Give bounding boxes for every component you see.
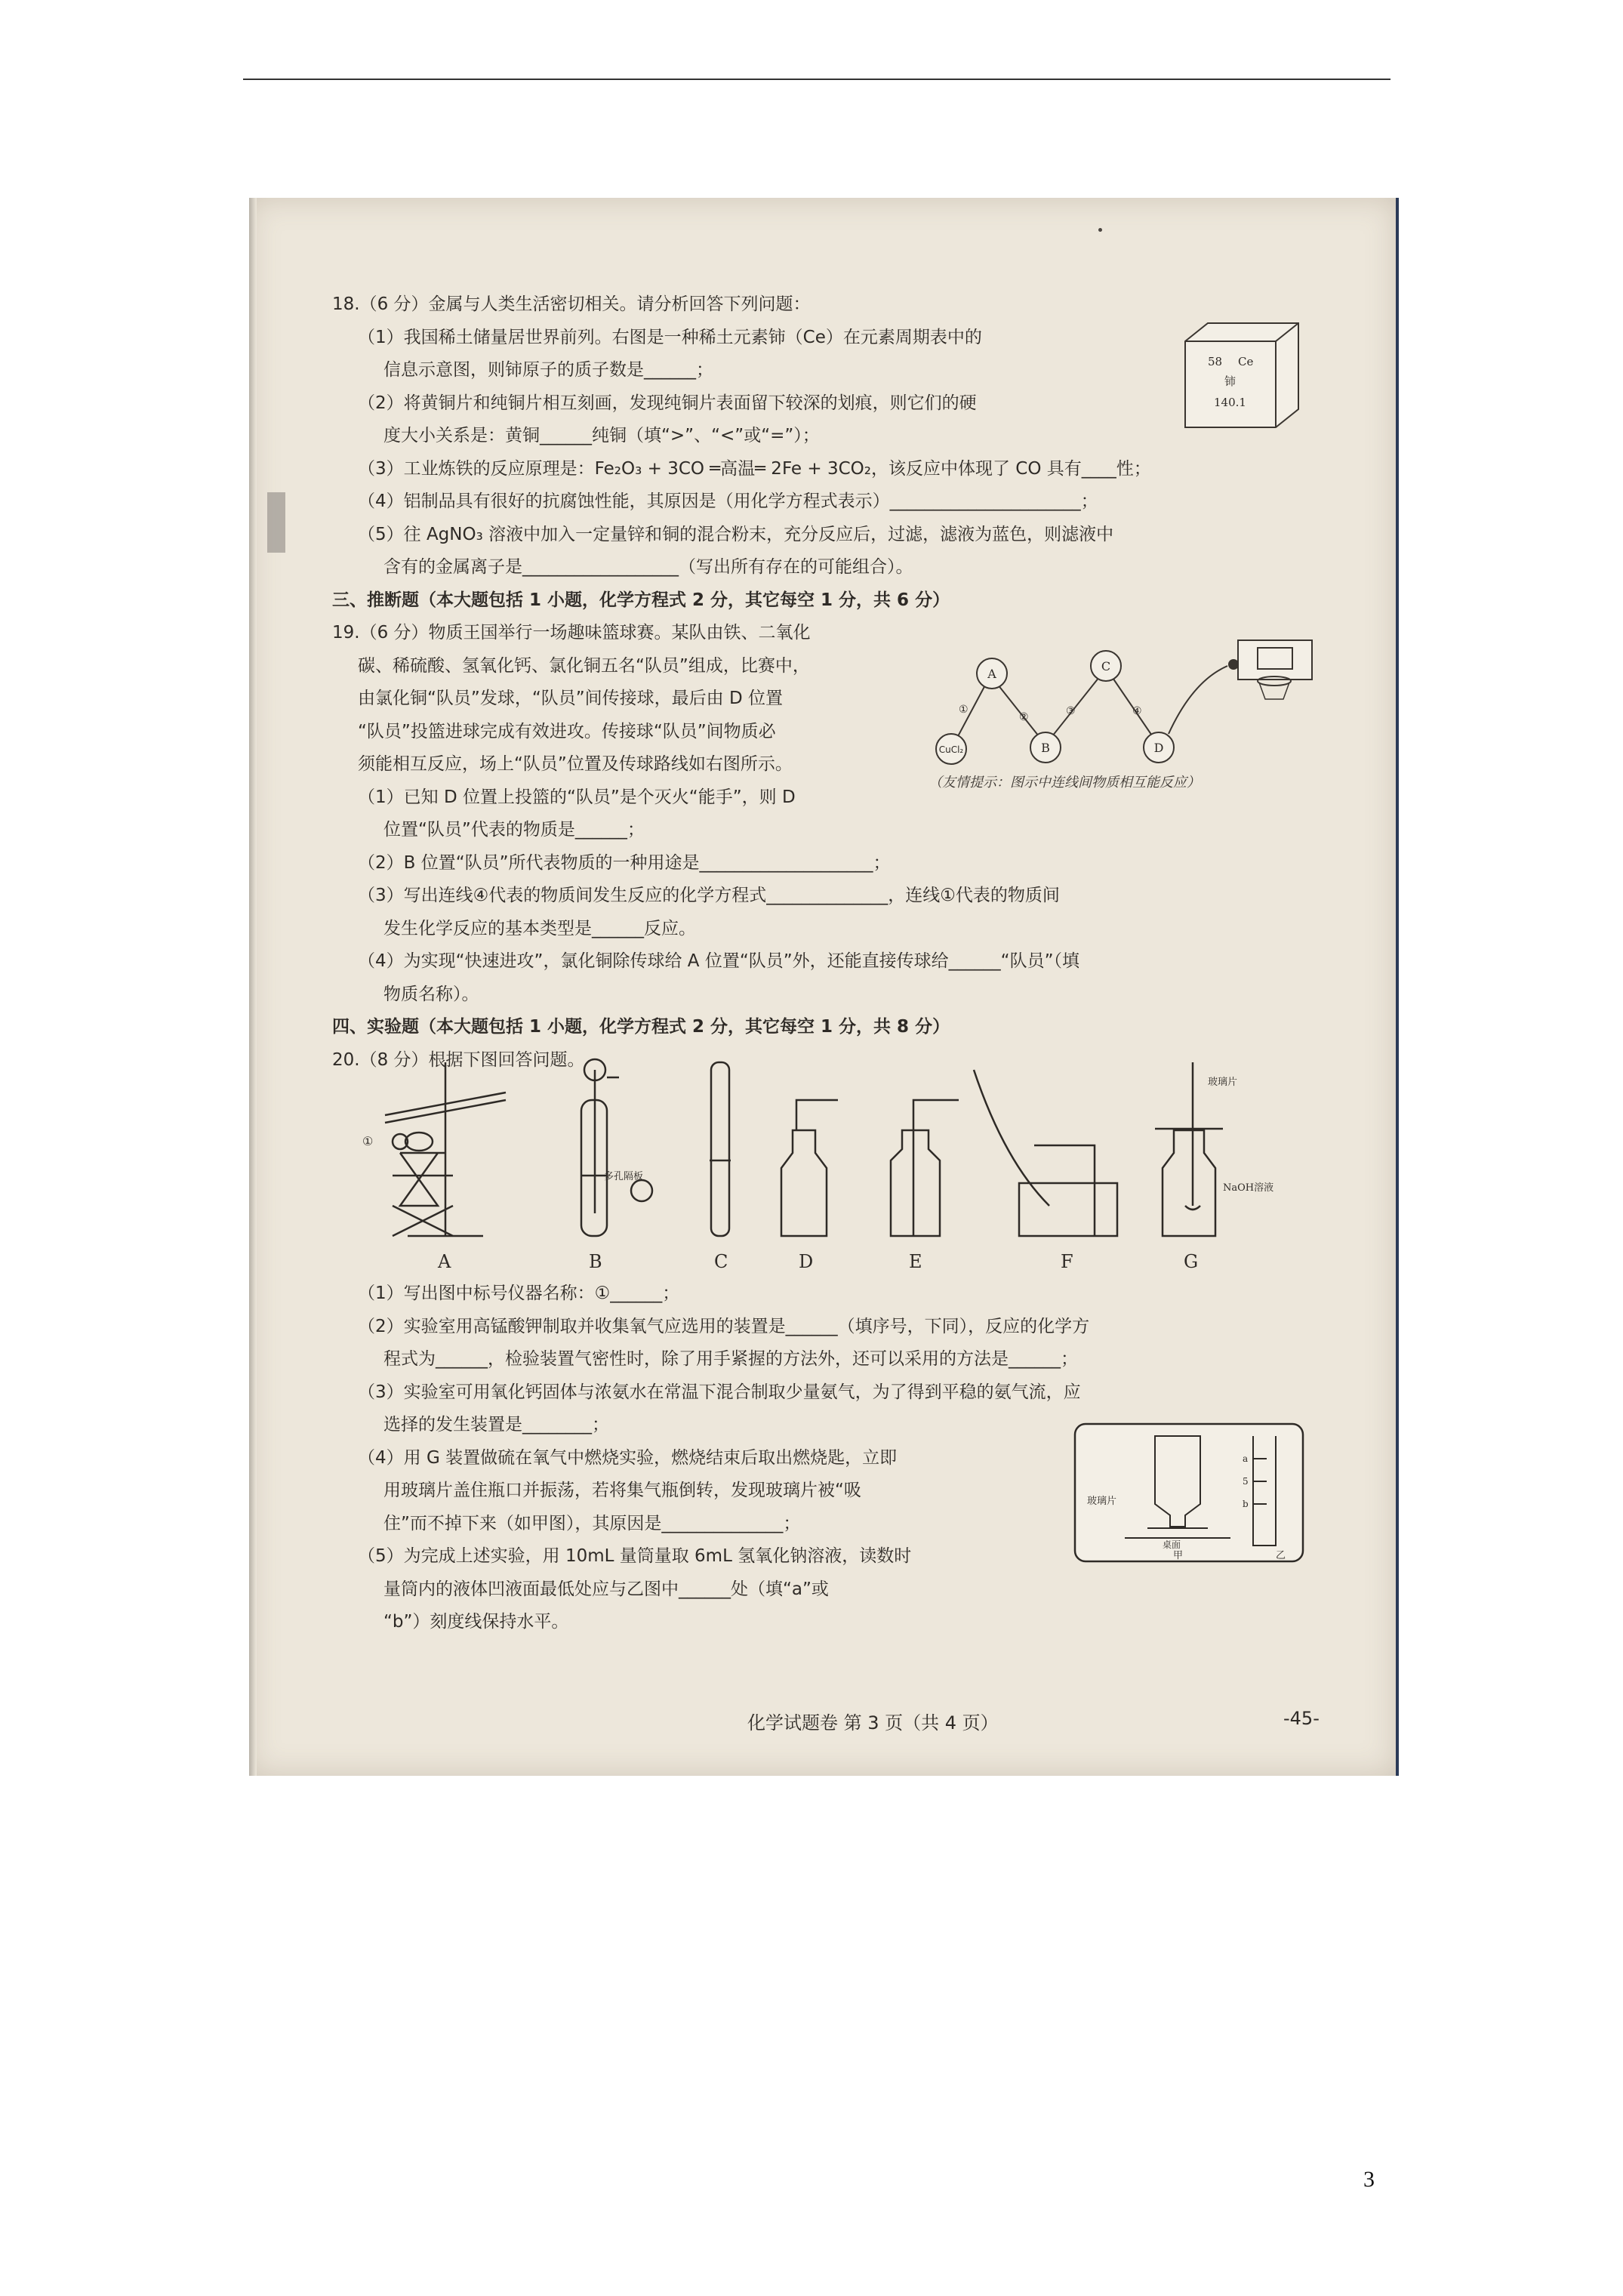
page-number: 3	[1363, 2167, 1375, 2192]
q18-part5-cont: 含有的金属离子是__________________（写出所有存在的可能组合）。	[383, 557, 913, 577]
scan-binding-mark	[267, 492, 285, 553]
element-symbol: Ce	[1238, 355, 1254, 368]
q20-part5-cont2: “b”）刻度线保持水平。	[383, 1612, 569, 1632]
q20-part5-cont: 量筒内的液体凹液面最低处应与乙图中______处（填“a”或	[383, 1579, 829, 1599]
apparatus-g-label: G	[1184, 1251, 1199, 1272]
link-2-label: ②	[1019, 711, 1029, 723]
q20-part4-cont2: 住”而不掉下来（如甲图），其原因是______________；	[383, 1513, 801, 1533]
q20-part2-cont: 程式为______，检验装置气密性时，除了用手紧握的方法外，还可以采用的方法是______；	[383, 1349, 1078, 1369]
inset-tick-5: 5	[1243, 1476, 1249, 1487]
link-3-label: ③	[1066, 705, 1076, 717]
node-d-label: D	[1153, 741, 1164, 755]
cerium-element-card	[1178, 319, 1306, 432]
q20-stem: 20.（8 分）根据下图回答问题。	[332, 1049, 585, 1070]
apparatus-f-label: F	[1061, 1251, 1073, 1272]
q19-stem-4: “队员”投篮进球完成有效进攻。传接球“队员”间物质必	[358, 721, 776, 741]
q19-stem-1: 19.（6 分）物质王国举行一场趣味篮球赛。某队由铁、二氧化	[332, 623, 811, 643]
exam-footer-title: 化学试题卷 第 3 页（共 4 页）	[747, 1712, 999, 1734]
q19-stem-3: 由氯化铜“队员”发球，“队员”间传接球，最后由 D 位置	[358, 689, 783, 708]
scanned-exam-page	[249, 198, 1397, 1776]
apparatus-c-label: C	[714, 1251, 728, 1272]
apparatus-d-label: D	[799, 1251, 814, 1272]
q18-part5: （5）往 AgNO₃ 溶液中加入一定量锌和铜的混合粉末，充分反应后，过滤，滤液为蓝色，则滤液中	[358, 524, 1114, 544]
q20-part5: （5）为完成上述实验，用 10mL 量筒量取 6mL 氢氧化钠溶液，读数时	[358, 1546, 912, 1566]
q19-part3: （3）写出连线④代表的物质间发生反应的化学方程式______________，连线①代表的物质间	[358, 886, 1060, 905]
element-name: 铈	[1224, 374, 1236, 388]
apparatus-b-label: B	[589, 1251, 602, 1272]
q20-part2: （2）实验室用高锰酸钾制取并收集氧气应选用的装置是______（填序号，下同），反应的化学方	[358, 1316, 1090, 1336]
node-b-label: B	[1041, 741, 1050, 755]
q20-part4: （4）用 G 装置做硫在氧气中燃烧实验，燃烧结束后取出燃烧匙，立即	[358, 1447, 898, 1468]
q19-part3-cont: 发生化学反应的基本类型是______反应。	[383, 918, 696, 938]
q19-part1: （1）已知 D 位置上投篮的“队员”是个灭火“能手”，则 D	[358, 787, 796, 807]
apparatus-a-label: A	[438, 1251, 451, 1272]
section-4-heading: 四、实验题（本大题包括 1 小题，化学方程式 2 分，其它每空 1 分，共 8 分）	[332, 1017, 950, 1037]
link-1-label: ①	[959, 704, 969, 716]
q18-part1-cont: 信息示意图，则铈原子的质子数是______；	[383, 360, 713, 380]
q18-part2-cont: 度大小关系是：黄铜______纯铜（填“>”、“<”或“=”）；	[383, 426, 820, 445]
q20-part4-cont: 用玻璃片盖住瓶口并振荡，若将集气瓶倒转，发现玻璃片被“吸	[383, 1481, 861, 1500]
element-number: 58	[1208, 355, 1223, 368]
lab-apparatus-figure	[355, 1055, 1306, 1251]
inset-yi-label: 乙	[1276, 1550, 1286, 1561]
diagram-hint: （友情提示：图示中连线间物质相互能反应）	[929, 775, 1200, 791]
q18-part2: （2）将黄铜片和纯铜片相互刻画，发现纯铜片表面留下较深的划痕，则它们的硬	[358, 393, 977, 413]
glass-plate-label: 玻璃片	[1208, 1077, 1238, 1088]
section-3-heading: 三、推断题（本大题包括 1 小题，化学方程式 2 分，其它每空 1 分，共 6 分）	[332, 590, 950, 610]
q20-part3: （3）实验室可用氧化钙固体与浓氨水在常温下混合制取少量氨气，为了得到平稳的氨气流，应	[358, 1382, 1081, 1402]
node-a-label: A	[987, 667, 996, 681]
scan-shadow-edge	[249, 198, 257, 1776]
inset-glass-label: 玻璃片	[1087, 1496, 1117, 1507]
element-mass: 140.1	[1214, 396, 1246, 409]
inset-tick-b: b	[1243, 1499, 1249, 1509]
q18-part4: （4）铝制品具有很好的抗腐蚀性能，其原因是（用化学方程式表示）______________________；	[358, 492, 1098, 511]
apparatus-letter-row	[355, 1251, 1306, 1274]
q18-part1: （1）我国稀土储量居世界前列。右图是一种稀土元素铈（Ce）在元素周期表中的	[358, 327, 982, 347]
q18-stem: 18.（6 分）金属与人类生活密切相关。请分析回答下列问题：	[332, 294, 811, 314]
apparatus-e-label: E	[909, 1251, 922, 1272]
q19-part4-cont: 物质名称）。	[383, 984, 479, 1004]
instrument-mark-label: ①	[362, 1134, 374, 1148]
inset-tick-a: a	[1243, 1453, 1249, 1464]
exam-footer-page: -45-	[1283, 1708, 1320, 1729]
node-start-label: CuCl₂	[938, 744, 964, 755]
q19-stem-5: 须能相互反应，场上“队员”位置及传球路线如右图所示。	[358, 754, 793, 774]
q19-part4: （4）为实现“快速进攻”，氯化铜除传球给 A 位置“队员”外，还能直接传球给______“队员”（填	[358, 951, 1079, 971]
inset-table-label: 桌面	[1163, 1539, 1181, 1550]
q19-part2: （2）B 位置“队员”所代表物质的一种用途是____________________；	[358, 852, 891, 873]
link-4-label: ④	[1132, 705, 1142, 717]
porous-plate-label: 多孔隔板	[604, 1171, 644, 1182]
q18-part3: （3）工业炼铁的反应原理是：Fe₂O₃ + 3CO ═高温═ 2Fe + 3CO₂，该反应中体现了 CO 具有____性；	[358, 458, 1151, 479]
header-rule	[243, 79, 1390, 80]
node-c-label: C	[1101, 659, 1111, 673]
inset-jia-label: 甲	[1173, 1550, 1184, 1561]
basketball-pass-diagram	[929, 636, 1321, 787]
q19-stem-2: 碳、稀硫酸、氢氧化钙、氯化铜五名“队员”组成，比赛中，	[358, 655, 810, 676]
basketball-hoop-icon	[1228, 640, 1312, 699]
naoh-label: NaOH溶液	[1223, 1182, 1274, 1194]
scan-speck	[1098, 228, 1102, 232]
scan-border	[1396, 198, 1399, 1776]
inset-figure-jia-yi	[1072, 1421, 1306, 1564]
q20-part1: （1）写出图中标号仪器名称：①______；	[358, 1284, 680, 1303]
q19-part1-cont: 位置“队员”代表的物质是______；	[383, 820, 645, 840]
q20-part3-cont: 选择的发生装置是________；	[383, 1415, 609, 1435]
